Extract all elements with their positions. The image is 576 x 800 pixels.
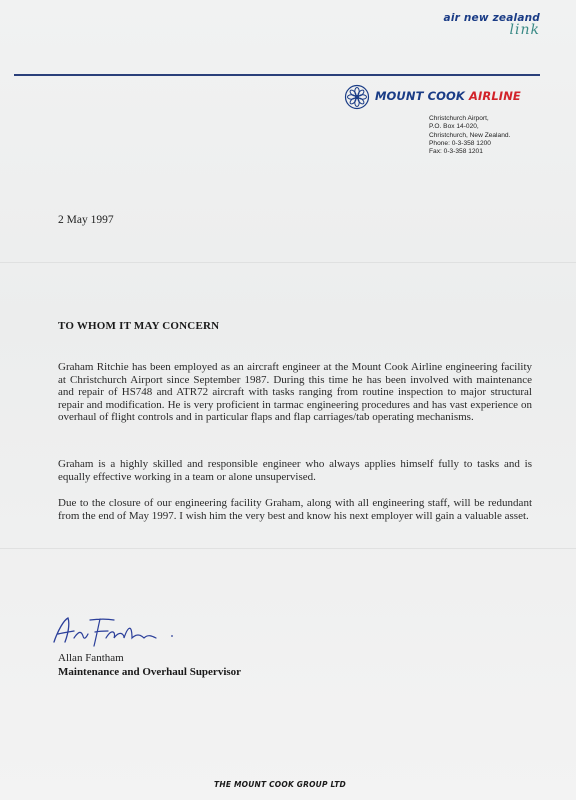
phone-line: Phone: 0-3-358 1200 — [429, 139, 491, 147]
fax-line: Fax: 0-3-358 1201 — [429, 148, 483, 156]
paper-fold — [0, 262, 576, 263]
partner-brand: air new zealand — [443, 12, 540, 24]
letter-date: 2 May 1997 — [58, 214, 114, 226]
salutation: TO WHOM IT MAY CONCERN — [58, 320, 220, 332]
address-line: Christchurch, New Zealand. — [429, 131, 511, 139]
mount-cook-flower-logo-icon — [343, 84, 371, 110]
footer-company-name: THE MOUNT COOK GROUP LTD — [214, 780, 346, 789]
airline-name-main: MOUNT COOK — [375, 89, 470, 103]
partner-sub-brand: link — [509, 22, 540, 38]
signer-title: Maintenance and Overhaul Supervisor — [58, 666, 242, 678]
address-line: Christchurch Airport, — [429, 115, 489, 122]
header-rule — [14, 74, 540, 76]
handwritten-signature — [48, 612, 188, 654]
signer-name: Allan Fantham — [58, 652, 124, 664]
address-line: P.O. Box 14-020, — [429, 123, 479, 131]
body-paragraph: Due to the closure of our engineering facility Graham, along with all engineering staff, will be redundant from the end of May 1997. I wish him the very best and know his next employer will gain a valuable asset. — [58, 497, 532, 522]
airline-name — [375, 89, 521, 103]
body-paragraph: Graham Ritchie has been employed as an aircraft engineer at the Mount Cook Airline engineering facility at Christchurch Airport since September 1987. During this time he has been involved with maintenance and repair of HS748 and ATR72 aircraft with tasks ranging from routine inspection to major structural repair and modification. He is very proficient in tarmac engineering procedures and has vast experience on overhaul of flight controls and in particular flaps and flap carriages/tab operating mechanisms. — [58, 361, 532, 424]
paper-fold — [0, 548, 576, 549]
body-paragraph: Graham is a highly skilled and responsible engineer who always applies himself fully to tasks and is equally effective working in a team or alone unsupervised. — [58, 458, 532, 483]
airline-name-accent: AIRLINE — [469, 89, 521, 103]
company-address — [429, 115, 510, 156]
